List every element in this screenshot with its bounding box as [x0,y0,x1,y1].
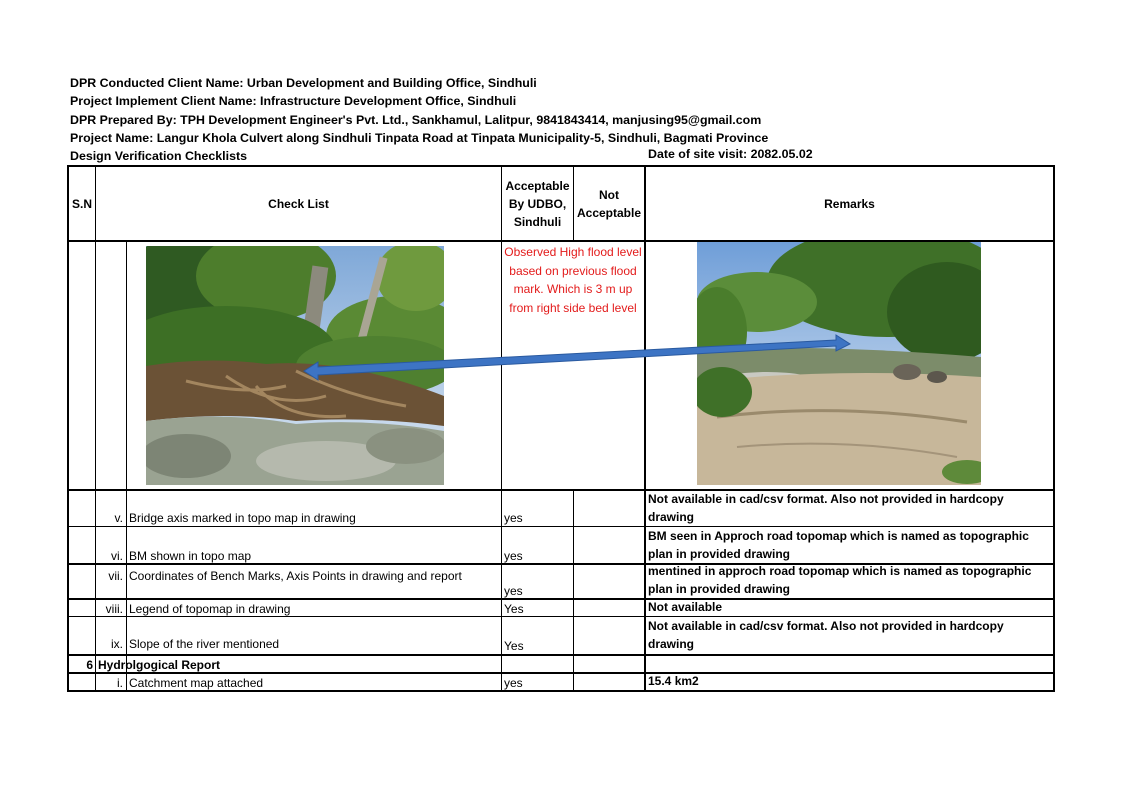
row-number: v. [114,511,123,525]
row-number: vii. [108,569,123,583]
checklist-item: Catchment map attached [129,676,264,690]
remark: mentined in approch road topomap which is named as topographic plan in provided drawing [648,564,1032,596]
col-not-acceptable-header: Not Acceptable [576,187,642,220]
row-number: i. [117,676,123,690]
row-number: ix. [111,637,123,651]
col-acceptable-header: Acceptable By UDBO, Sindhuli [505,178,570,229]
checklist-item: Coordinates of Bench Marks, Axis Points in drawing and report [129,569,462,583]
implement-client-line: Project Implement Client Name: Infrastructure Development Office, Sindhuli [70,94,517,109]
col-remarks-header: Remarks [824,196,875,211]
acceptable-value: Yes [504,602,524,616]
remark: Not available in cad/csv format. Also not provided in hardcopy drawing [648,492,1004,524]
checklist-item: Slope of the river mentioned [129,637,280,651]
col-sn-header: S.N [71,196,92,211]
remark: 15.4 km2 [648,674,699,688]
row-number: vi. [111,549,123,563]
site-visit-date: Date of site visit: 2082.05.02 [648,147,813,161]
section-number: 6 [86,658,93,672]
section-title: Hydrolgogical Report [98,658,221,672]
acceptable-value: yes [504,676,523,690]
remark: Not available in cad/csv format. Also not provided in hardcopy drawing [648,619,1004,651]
acceptable-value: yes [504,549,523,563]
acceptable-value: yes [504,511,523,525]
dpr-client-line: DPR Conducted Client Name: Urban Development and Building Office, Sindhuli [70,76,537,90]
remark: BM seen in Approch road topomap which is named as topographic plan in provided drawing [648,529,1029,561]
checklist-title: Design Verification Checklists [70,149,247,164]
checklist-item: Legend of topomap in drawing [129,602,291,616]
project-name-line: Project Name: Langur Khola Culvert along Sindhuli Tinpata Road at Tinpata Municipality-5, Sindhuli, Bagmati Province [70,130,769,145]
row-number: viii. [105,602,123,616]
checklist-item: Bridge axis marked in topo map in drawing [129,511,356,525]
prepared-by-line: DPR Prepared By: TPH Development Engineer's Pvt. Ltd., Sankhamul, Lalitpur, 9841843414, manjusing95@gmail.com [70,112,762,127]
checklist-item: BM shown in topo map [129,549,252,563]
col-checklist-header: Check List [268,196,329,211]
acceptable-value: yes [504,584,523,598]
remark: Not available [648,600,723,614]
observation-note: Observed High flood level based on previous flood mark. Which is 3 m up from right side bed level [504,245,642,315]
acceptable-value: Yes [504,639,524,653]
